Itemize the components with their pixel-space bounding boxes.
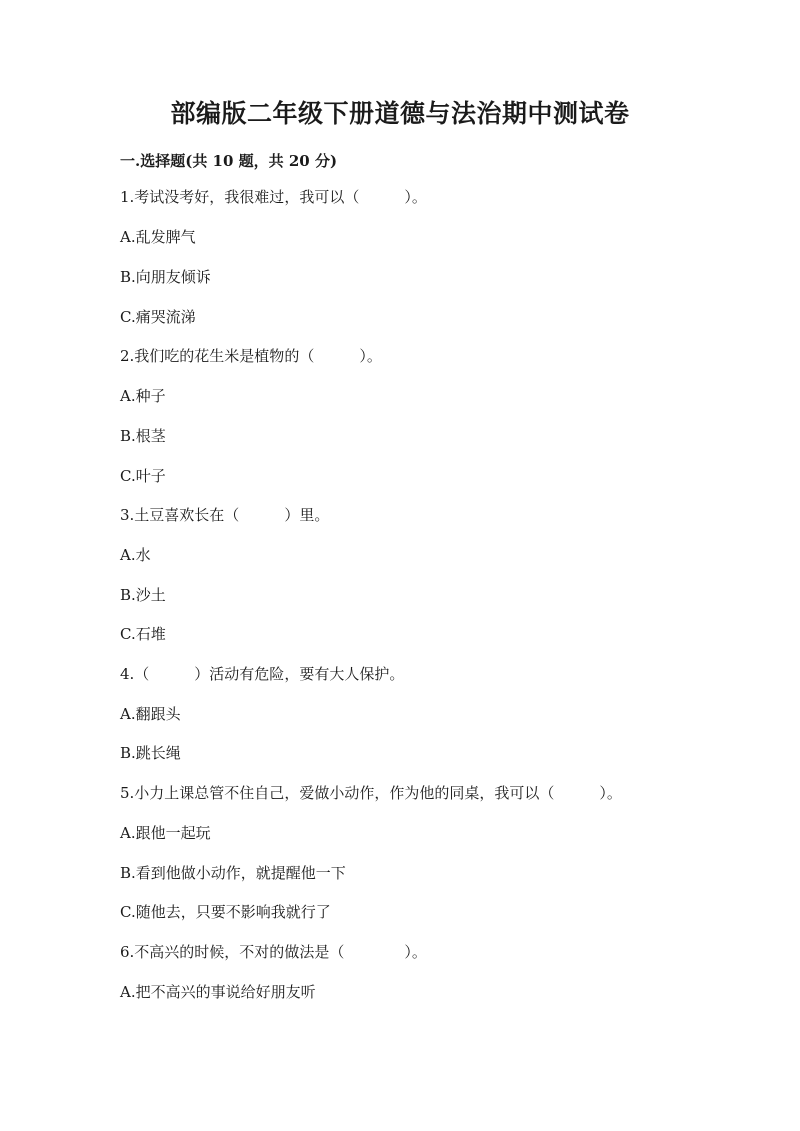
- question-stem: 4.（ ）活动有危险，要有大人保护。: [120, 665, 405, 683]
- answer-option: B.向朋友倾诉: [120, 268, 211, 286]
- question-stem: 5.小力上课总管不住自己，爱做小动作，作为他的同桌，我可以（ ）。: [120, 784, 622, 802]
- question-stem: 3.土豆喜欢长在（ ）里。: [120, 506, 330, 524]
- answer-option: A.翻跟头: [120, 705, 181, 723]
- answer-option: A.种子: [120, 387, 166, 405]
- answer-option: B.沙土: [120, 586, 166, 604]
- section-heading: 一.选择题(共 10 题，共 20 分): [120, 152, 338, 170]
- answer-option: C.叶子: [120, 467, 166, 485]
- question-stem: 6.不高兴的时候，不对的做法是（ ）。: [120, 943, 427, 961]
- question-stem: 2.我们吃的花生米是植物的（ ）。: [120, 347, 382, 365]
- page-title: 部编版二年级下册道德与法治期中测试卷: [170, 99, 630, 128]
- answer-option: B.看到他做小动作，就提醒他一下: [120, 864, 346, 882]
- answer-option: B.根茎: [120, 427, 166, 445]
- answer-option: A.跟他一起玩: [120, 824, 211, 842]
- answer-option: B.跳长绳: [120, 744, 181, 762]
- answer-option: C.随他去，只要不影响我就行了: [120, 903, 331, 921]
- answer-option: C.痛哭流涕: [120, 308, 196, 326]
- answer-option: A.把不高兴的事说给好朋友听: [120, 983, 316, 1001]
- answer-option: A.水: [120, 546, 151, 564]
- question-stem: 1.考试没考好，我很难过，我可以（ ）。: [120, 188, 427, 206]
- answer-option: A.乱发脾气: [120, 228, 196, 246]
- answer-option: C.石堆: [120, 625, 166, 643]
